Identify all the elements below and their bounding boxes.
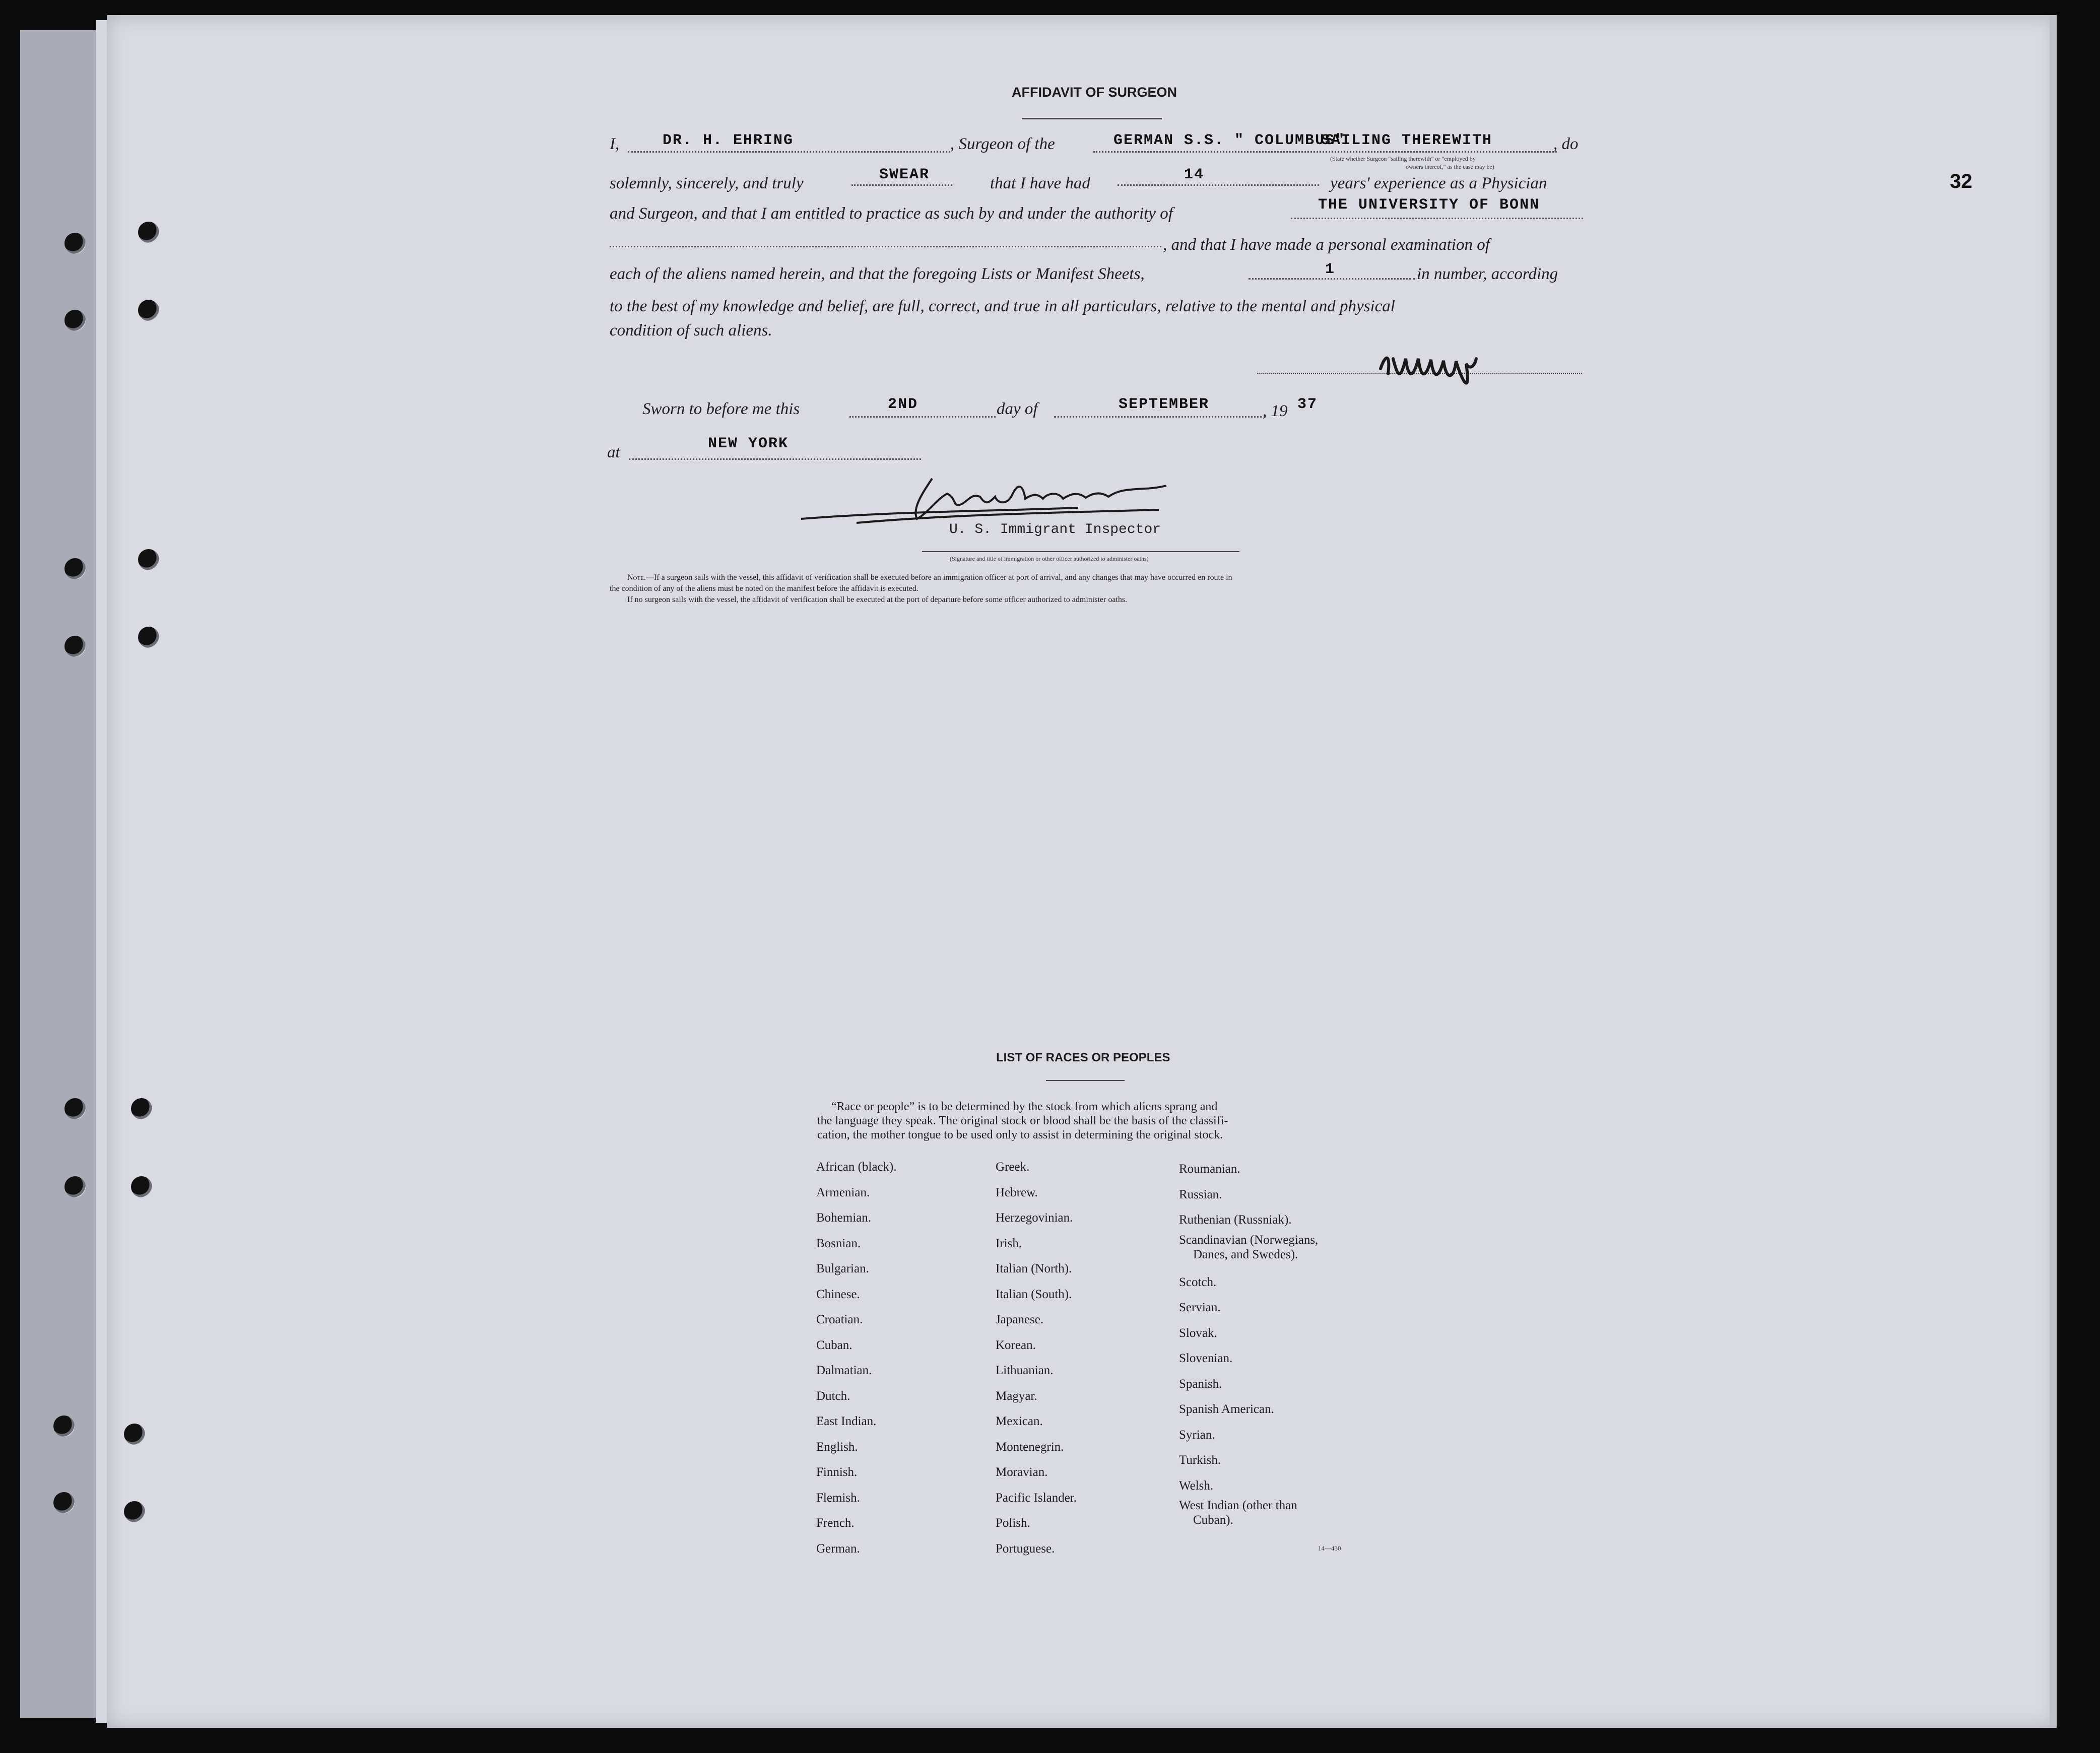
- race-entry: Bohemian.: [816, 1211, 872, 1225]
- race-entry: Scandinavian (Norwegians,: [1179, 1233, 1319, 1247]
- punch-hole: [138, 627, 159, 648]
- punch-hole: [64, 310, 86, 331]
- race-entry: Turkish.: [1179, 1453, 1221, 1467]
- race-entry: German.: [816, 1541, 860, 1556]
- race-entry: Welsh.: [1179, 1478, 1214, 1493]
- race-entry: Flemish.: [816, 1491, 860, 1505]
- race-entry: Cuban.: [816, 1338, 852, 1352]
- punch-hole: [138, 300, 159, 321]
- sworn-year-prefix: , 19: [1263, 402, 1288, 420]
- race-entry: Mexican.: [996, 1414, 1043, 1428]
- sworn-year-suffix: 37: [1297, 396, 1318, 413]
- note-line2: the condition of any of the aliens must be noted on the manifest before the affidavit is executed.: [610, 584, 918, 593]
- sworn-prefix: Sworn to before me this: [642, 400, 800, 418]
- race-entry: Russian.: [1179, 1187, 1222, 1201]
- race-entry: Portuguese.: [996, 1541, 1055, 1556]
- sworn-day: 2ND: [888, 396, 918, 413]
- race-entry: Servian.: [1179, 1301, 1221, 1314]
- race-entry: Spanish American.: [1179, 1402, 1274, 1416]
- races-intro-2: the language they speak. The original stock or blood shall be the basis of the classifi-: [817, 1114, 1228, 1127]
- sworn-month-line: [1054, 416, 1266, 418]
- races-column-1: [816, 1155, 897, 1562]
- surgeon-name-line: [628, 151, 950, 153]
- punch-hole: [64, 1098, 86, 1119]
- race-entry: Pacific Islander.: [996, 1491, 1077, 1505]
- races-title-rule: [1046, 1080, 1125, 1081]
- line2-suffix: years' experience as a Physician: [1330, 174, 1547, 192]
- race-entry: Irish.: [996, 1236, 1022, 1250]
- race-entry: Herzegovinian.: [996, 1211, 1073, 1225]
- race-entry: Scotch.: [1179, 1275, 1217, 1289]
- punch-hole: [138, 549, 159, 570]
- years-line: [1118, 184, 1319, 186]
- ship-line: [1093, 151, 1557, 153]
- sailing-note-1: (State whether Surgeon "sailing therewith" or "employed by: [1330, 155, 1476, 162]
- line3-prefix: and Surgeon, and that I am entitled to practice as such by and under the authority of: [610, 205, 1173, 223]
- binder-edge: [96, 20, 107, 1723]
- note-label: Note.: [627, 573, 646, 582]
- inspector-caption: (Signature and title of immigration or other officer authorized to administer oaths): [950, 555, 1149, 562]
- races-column-3: [1179, 1157, 1318, 1535]
- sheet-count: 1: [1325, 261, 1336, 278]
- race-entry: Spanish.: [1179, 1377, 1222, 1391]
- race-entry: Finnish.: [816, 1465, 858, 1479]
- race-entry: Italian (North).: [996, 1262, 1072, 1275]
- race-entry: Syrian.: [1179, 1428, 1215, 1442]
- race-entry: Dutch.: [816, 1389, 850, 1403]
- sheet-edge: [2050, 15, 2057, 1728]
- sailing-note-2: owners thereof," as the case may be): [1406, 163, 1494, 170]
- surgeon-name: DR. H. EHRING: [663, 132, 794, 149]
- race-entry-continued: Cuban).: [1193, 1513, 1233, 1527]
- line1-suffix: , do: [1553, 135, 1579, 153]
- race-entry: Lithuanian.: [996, 1364, 1054, 1377]
- races-title: LIST OF RACES OR PEOPLES: [996, 1051, 1170, 1064]
- line1-mid: , Surgeon of the: [950, 135, 1055, 153]
- at-place: NEW YORK: [708, 435, 789, 452]
- race-entry: Roumanian.: [1179, 1162, 1240, 1176]
- sworn-mid: day of: [997, 400, 1038, 418]
- races-intro-1: “Race or people” is to be determined by the stock from which aliens sprang and: [831, 1100, 1218, 1113]
- line7: condition of such aliens.: [610, 321, 772, 340]
- races-column-2: [996, 1155, 1077, 1562]
- years-experience: 14: [1184, 166, 1205, 183]
- race-entry: Montenegrin.: [996, 1440, 1064, 1454]
- race-entry: Greek.: [996, 1160, 1030, 1174]
- line1-prefix: I,: [610, 135, 620, 153]
- oath-line: [851, 184, 952, 186]
- punch-hole: [138, 222, 159, 243]
- race-entry: Bulgarian.: [816, 1262, 869, 1275]
- ship-name: GERMAN S.S. " COLUMBUS": [1113, 132, 1346, 149]
- race-entry: West Indian (other than: [1179, 1499, 1297, 1512]
- line2-mid: that I have had: [990, 174, 1090, 192]
- race-entry: Bosnian.: [816, 1236, 861, 1250]
- race-entry: Ruthenian (Russniak).: [1179, 1213, 1292, 1227]
- race-entry: Polish.: [996, 1516, 1030, 1530]
- race-entry: Chinese.: [816, 1287, 860, 1301]
- race-entry: Japanese.: [996, 1313, 1044, 1326]
- race-entry: East Indian.: [816, 1414, 877, 1428]
- race-entry: French.: [816, 1516, 855, 1530]
- punch-hole: [64, 636, 86, 657]
- sworn-month: SEPTEMBER: [1119, 396, 1210, 413]
- at-place-line: [629, 458, 921, 460]
- title-rule: [1022, 118, 1162, 119]
- inspector-title: U. S. Immigrant Inspector: [949, 522, 1161, 537]
- race-entry: English.: [816, 1440, 858, 1454]
- line5-prefix: each of the aliens named herein, and that the foregoing Lists or Manifest Sheets,: [610, 265, 1145, 283]
- note-line3: If no surgeon sails with the vessel, the affidavit of verification shall be executed at the port of departure before some officer authorized to administer oaths.: [627, 595, 1128, 604]
- sheet-count-line: [1249, 278, 1415, 280]
- race-entry: Croatian.: [816, 1313, 863, 1326]
- punch-hole: [53, 1492, 75, 1513]
- punch-hole: [64, 1176, 86, 1197]
- oath: SWEAR: [879, 166, 930, 183]
- race-entry: Armenian.: [816, 1185, 870, 1199]
- race-entry: Moravian.: [996, 1465, 1048, 1479]
- at-prefix: at: [607, 443, 620, 461]
- races-intro-3: cation, the mother tongue to be used only to assist in determining the original stock.: [817, 1128, 1223, 1141]
- surgeon-signature: [1370, 339, 1512, 399]
- line4-suffix: , and that I have made a personal examination of: [1163, 236, 1490, 254]
- race-entry-continued: Danes, and Swedes).: [1193, 1247, 1298, 1261]
- race-entry: Magyar.: [996, 1389, 1037, 1403]
- line2-prefix: solemnly, sincerely, and truly: [610, 174, 804, 192]
- punch-hole: [64, 558, 86, 579]
- authority-line: [1291, 218, 1583, 219]
- note-text-1: —If a surgeon sails with the vessel, this affidavit of verification shall be executed before an immigration officer at port of arrival, and any changes that may have occurred en route in: [645, 573, 1232, 582]
- sworn-day-line: [849, 416, 996, 418]
- race-entry: Slovak.: [1179, 1326, 1217, 1340]
- punch-hole: [124, 1424, 145, 1445]
- note-line1: [627, 573, 1232, 582]
- inspector-rule: [922, 551, 1239, 552]
- form-number: 14—430: [1318, 1544, 1341, 1552]
- affidavit-title: AFFIDAVIT OF SURGEON: [1012, 85, 1177, 100]
- punch-hole: [124, 1501, 145, 1522]
- race-entry: African (black).: [816, 1160, 897, 1174]
- line6: to the best of my knowledge and belief, are full, correct, and true in all particulars, relative to the mental and physical: [610, 297, 1395, 315]
- authority: THE UNIVERSITY OF BONN: [1318, 196, 1540, 214]
- authority-line-2: [610, 246, 1161, 247]
- punch-hole: [131, 1098, 152, 1119]
- punch-hole: [53, 1415, 75, 1437]
- sailing-status: SAILING THEREWITH: [1321, 132, 1493, 149]
- race-entry: Italian (South).: [996, 1287, 1072, 1301]
- race-entry: Slovenian.: [1179, 1352, 1233, 1365]
- punch-hole: [64, 233, 86, 254]
- race-entry: Korean.: [996, 1338, 1036, 1352]
- race-entry: Hebrew.: [996, 1185, 1038, 1199]
- line5-suffix: in number, according: [1417, 265, 1558, 283]
- page-number: 32: [1950, 170, 1973, 192]
- race-entry: Dalmatian.: [816, 1364, 872, 1377]
- punch-hole: [131, 1176, 152, 1197]
